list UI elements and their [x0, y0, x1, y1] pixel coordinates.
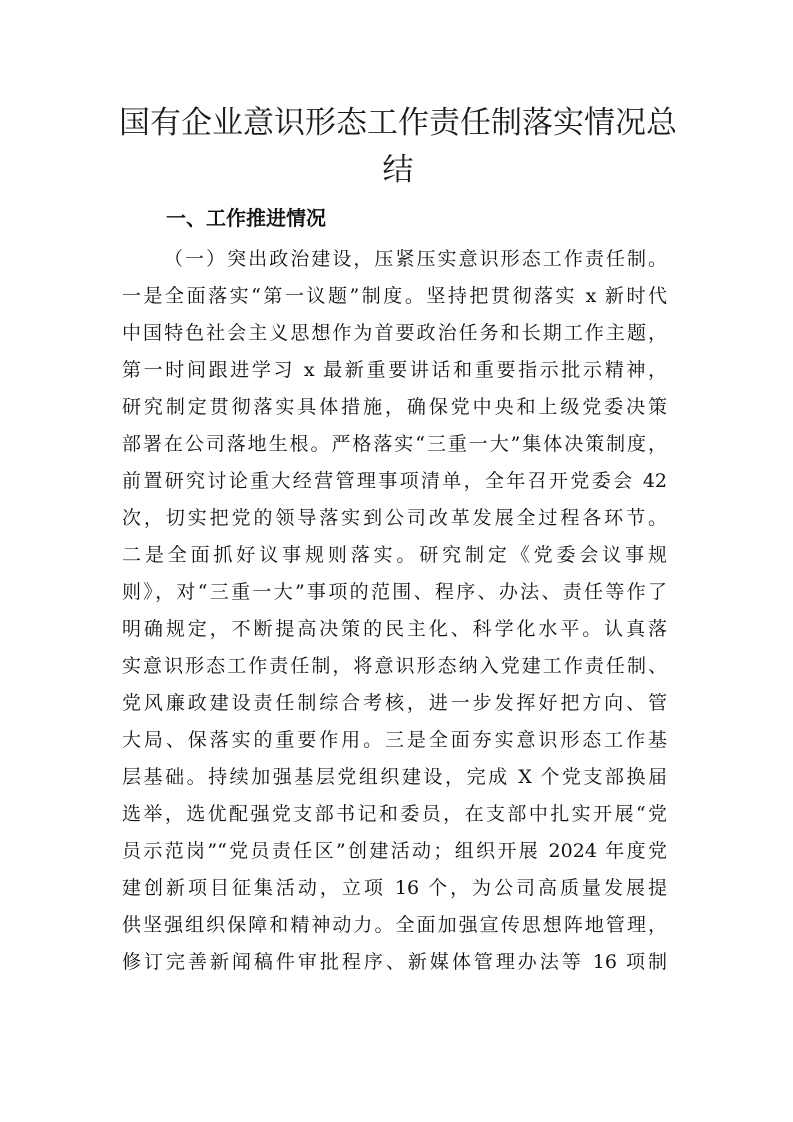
paragraph-line: 实意识形态工作责任制，将意识形态纳入党建工作责任制、 — [122, 655, 667, 677]
paragraph-line: 建创新项目征集活动，立项 16 个，为公司高质量发展提 — [122, 877, 667, 899]
paragraph-line: 一是全面落实“第一议题”制度。坚持把贯彻落实 x 新时代 — [122, 285, 667, 307]
paragraph-line: 前置研究讨论重大经营管理事项清单，全年召开党委会 42 — [122, 470, 667, 492]
paragraph-line: 层基础。持续加强基层党组织建设，完成 X 个党支部换届 — [122, 766, 667, 788]
paragraph-line: 二是全面抓好议事规则落实。研究制定《党委会议事规 — [122, 544, 667, 566]
paragraph-line: 第一时间跟进学习 x 最新重要讲话和重要指示批示精神， — [122, 359, 667, 381]
document-title: 国有企业意识形态工作责任制落实情况总结 — [119, 105, 677, 188]
paragraph-line: 中国特色社会主义思想作为首要政治任务和长期工作主题， — [122, 322, 667, 344]
section-heading: 一、工作推进情况 — [166, 206, 326, 230]
paragraph-line: 次，切实把党的领导落实到公司改革发展全过程各环节。 — [122, 507, 667, 529]
paragraph-line: 选举，选优配强党支部书记和委员，在支部中扎实开展“党 — [122, 803, 667, 825]
paragraph-line: 大局、保落实的重要作用。三是全面夯实意识形态工作基 — [122, 729, 667, 751]
paragraph-line: 则》，对“三重一大”事项的范围、程序、办法、责任等作了 — [122, 581, 667, 603]
paragraph-line: 明确规定，不断提高决策的民主化、科学化水平。认真落 — [122, 618, 667, 640]
paragraph-line: 研究制定贯彻落实具体措施，确保党中央和上级党委决策 — [122, 396, 667, 418]
paragraph-line: （一）突出政治建设，压紧压实意识形态工作责任制。 — [164, 248, 667, 270]
paragraph-line: 部署在公司落地生根。严格落实“三重一大”集体决策制度， — [122, 433, 667, 455]
body-paragraph — [122, 241, 667, 981]
paragraph-line: 员示范岗”“党员责任区”创建活动；组织开展 2024 年度党 — [122, 840, 667, 862]
paragraph-line: 修订完善新闻稿件审批程序、新媒体管理办法等 16 项制 — [122, 951, 667, 973]
paragraph-line: 供坚强组织保障和精神动力。全面加强宣传思想阵地管理， — [122, 914, 667, 936]
paragraph-line: 党风廉政建设责任制综合考核，进一步发挥好把方向、管 — [122, 692, 667, 714]
